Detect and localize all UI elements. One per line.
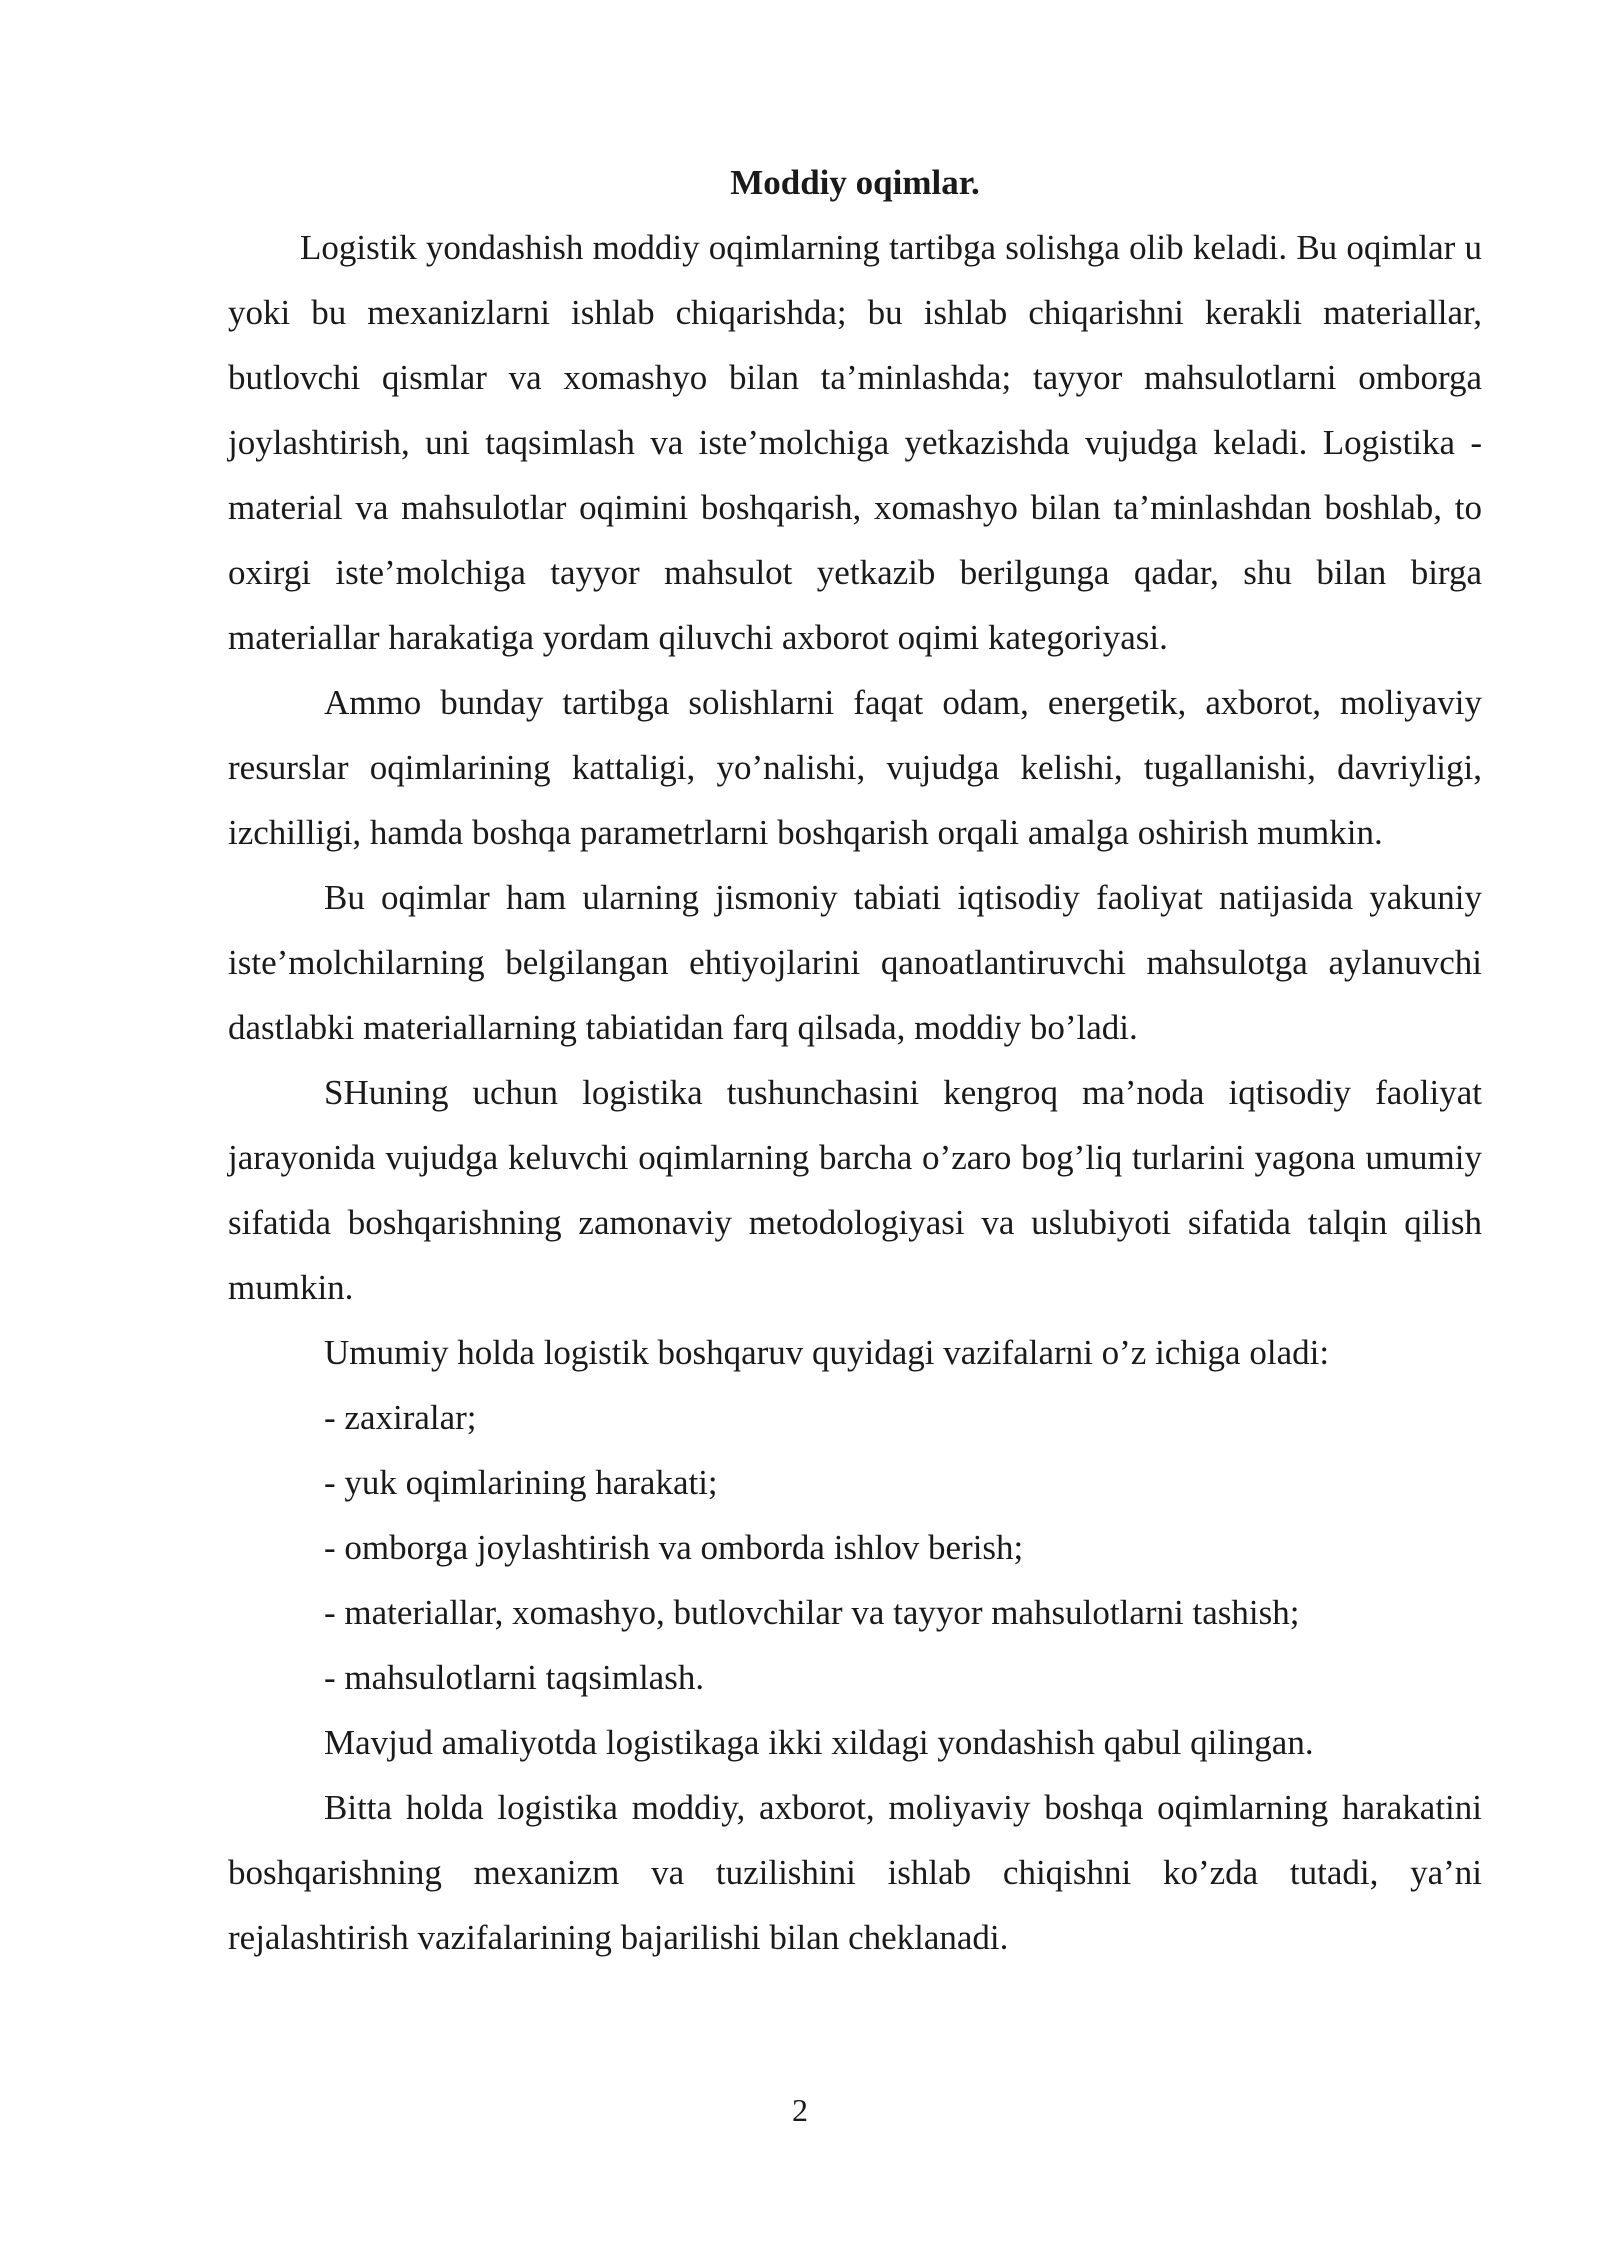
closing-paragraph-1: Mavjud amaliyotda logistikaga ikki xildagi yondashish qabul qilingan. [324, 1723, 1314, 1762]
list-item: - materiallar, xomashyo, butlovchilar va tayyor mahsulotlarni tashish; [324, 1593, 1300, 1632]
list-item: - omborga joylashtirish va omborda ishlov berish; [324, 1528, 1024, 1567]
paragraph-4: SHuning uchun logistika tushunchasini kengroq ma’noda iqtisodiy faoliyat jarayonida vujudga keluvchi oqimlarning barcha o’zaro bog’liq turlarini yagona umumiy sifatida boshqarishning zamonaviy metodologiyasi va uslubiyoti sifatida talqin qilish mumkin. [228, 1073, 1482, 1307]
paragraph-3: Bu oqimlar ham ularning jismoniy tabiati iqtisodiy faoliyat natijasida yakuniy iste’molchilarning belgilangan ehtiyojlarini qanoatlantiruvchi mahsulotga aylanuvchi dastlabki materiallarning tabiatidan farq qilsada, moddiy bo’ladi. [228, 878, 1482, 1047]
list-item: - mahsulotlarni taqsimlash. [324, 1658, 705, 1697]
closing-paragraph-2: Bitta holda logistika moddiy, axborot, moliyaviy boshqa oqimlarning harakatini boshqarishning mexanizm va tuzilishini ishlab chiqishni ko’zda tutadi, ya’ni rejalashtirish vazifalarining bajarilishi bilan cheklanadi. [228, 1788, 1482, 1957]
paragraph-2: Ammo bunday tartibga solishlarni faqat odam, energetik, axborot, moliyaviy resurslar oqimlarining kattaligi, yo’nalishi, vujudga kelishi, tugallanishi, davriyligi, izchilligi, hamda boshqa parametrlarni boshqarish orqali amalga oshirish mumkin. [228, 683, 1482, 852]
list-item: - yuk oqimlarining harakati; [324, 1463, 718, 1502]
list-item: - zaxiralar; [324, 1398, 477, 1437]
paragraph-5: Umumiy holda logistik boshqaruv quyidagi vazifalarni o’z ichiga oladi: [324, 1333, 1330, 1372]
document-title: Moddiy oqimlar. [730, 163, 980, 202]
page-number: 2 [792, 2092, 808, 2128]
document-body [228, 150, 1482, 1970]
paragraph-1: Logistik yondashish moddiy oqimlarning tartibga solishga olib keladi. Bu oqimlar u yoki bu mexanizlarni ishlab chiqarishda; bu ishlab chiqarishni kerakli materiallar, butlovchi qismlar va xomashyo bilan ta’minlashda; tayyor mahsulotlarni omborga joylashtirish, uni taqsimlash va iste’molchiga yetkazishda vujudga keladi. Logistika - material va mahsulotlar oqimini boshqarish, xomashyo bilan ta’minlashdan boshlab, to oxirgi iste’molchiga tayyor mahsulot yetkazib berilgunga qadar, shu bilan birga materiallar harakatiga yordam qiluvchi axborot oqimi kategoriyasi. [228, 228, 1482, 657]
